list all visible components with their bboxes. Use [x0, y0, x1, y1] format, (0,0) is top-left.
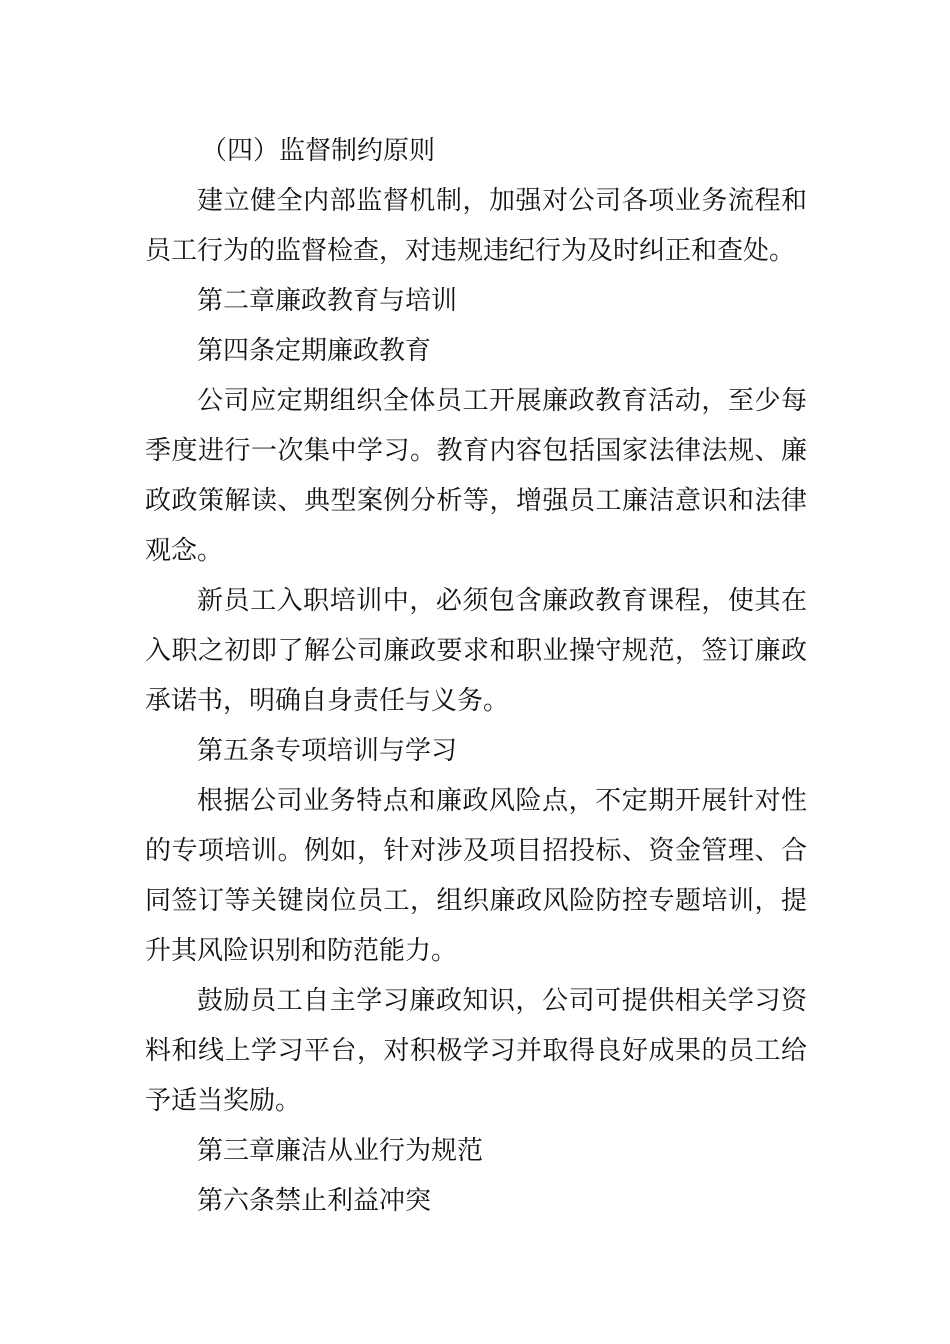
- chapter-heading-conduct: 第三章廉洁从业行为规范: [197, 1136, 484, 1166]
- paragraph-supervision: 建立健全内部监督机制，加强对公司各项业务流程和员工行为的监督检查，对违规违纪行为及时纠正和查处。: [145, 186, 807, 266]
- paragraph-regular-education: 公司应定期组织全体员工开展廉政教育活动，至少每季度进行一次集中学习。教育内容包括国家法律法规、廉政政策解读、典型案例分析等，增强员工廉洁意识和法律观念。: [145, 386, 807, 566]
- section-heading-supervision: （四）监督制约原则: [201, 136, 436, 166]
- article-heading-5: 第五条专项培训与学习: [197, 736, 458, 766]
- article-heading-4: 第四条定期廉政教育: [197, 336, 432, 366]
- paragraph-special-training: 根据公司业务特点和廉政风险点，不定期开展针对性的专项培训。例如，针对涉及项目招投标、资金管理、合同签订等关键岗位员工，组织廉政风险防控专题培训，提升其风险识别和防范能力。: [145, 786, 807, 966]
- paragraph-new-employee-training: 新员工入职培训中，必须包含廉政教育课程，使其在入职之初即了解公司廉政要求和职业操守规范，签订廉政承诺书，明确自身责任与义务。: [145, 586, 807, 716]
- document-body: [145, 126, 807, 1226]
- paragraph-self-study: 鼓励员工自主学习廉政知识，公司可提供相关学习资料和线上学习平台，对积极学习并取得良好成果的员工给予适当奖励。: [145, 986, 807, 1116]
- chapter-heading-education: 第二章廉政教育与培训: [197, 286, 458, 316]
- article-heading-6: 第六条禁止利益冲突: [197, 1186, 432, 1216]
